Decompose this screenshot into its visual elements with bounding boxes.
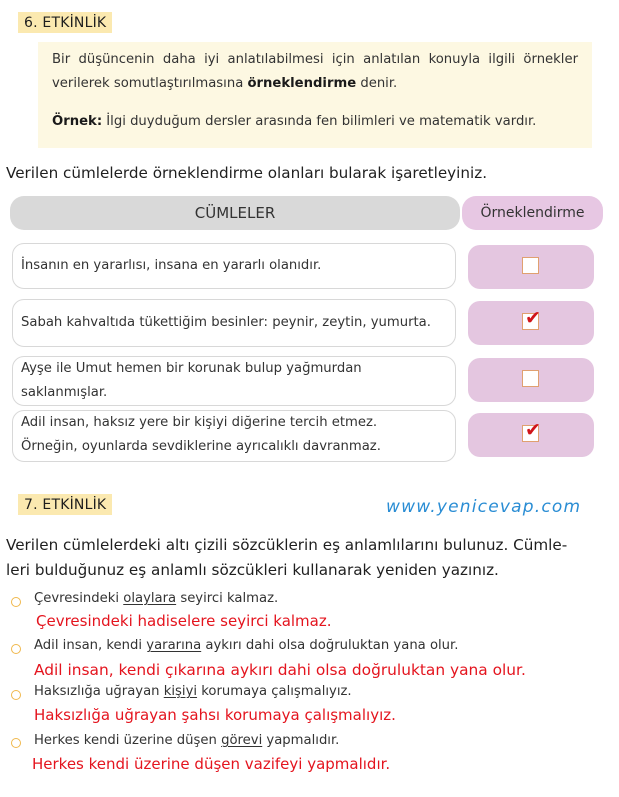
exercise-sentence: Adil insan, kendi yararına aykırı dahi olsa doğruluktan yana olur. (34, 638, 459, 653)
activity-6-tag: 6. ETKİNLİK (18, 12, 112, 33)
table-row (12, 410, 456, 462)
example-text: Örnek: İlgi duyduğum dersler arasında fen bilimleri ve matematik vardır. (52, 114, 537, 129)
underlined-word: yararına (146, 638, 202, 653)
sentence-text-line2: Örneğin, oyunlarda sevdiklerine ayrıcalıklı davranmaz. (21, 439, 381, 454)
table-row (12, 299, 456, 347)
activity-7-tag: 7. ETKİNLİK (18, 494, 112, 515)
sentence-text: Ayşe ile Umut hemen bir korunak bulup yağmurdan (21, 361, 362, 376)
bullet-icon (11, 738, 21, 748)
answer-text: Çevresindeki hadiselere seyirci kalmaz. (36, 612, 332, 630)
underlined-word: görevi (221, 733, 263, 748)
example-checkbox[interactable] (522, 307, 541, 330)
site-watermark: www.yenicevap.com (386, 497, 582, 517)
answer-cell (468, 413, 594, 457)
exercise-sentence: Haksızlığa uğrayan kişiyi korumaya çalışmalıyız. (34, 684, 352, 699)
exercise-sentence: Herkes kendi üzerine düşen görevi yapmalıdır. (34, 733, 340, 748)
underlined-word: olaylara (123, 591, 177, 606)
definition-text: Bir düşüncenin daha iyi anlatılabilmesi için anlatılan konuyla ilgili örnekler verilerek somutlaştırılmasına örneklendirme denir. (52, 52, 578, 91)
example-checkbox[interactable] (522, 370, 539, 387)
example-checkbox[interactable] (522, 419, 541, 442)
definition-term: örneklendirme (247, 76, 357, 91)
column-header-example: Örneklendirme (462, 196, 603, 230)
answer-text: Adil insan, kendi çıkarına aykırı dahi olsa doğruluktan yana olur. (34, 661, 526, 679)
sentence-text: Adil insan, haksız yere bir kişiyi diğerine tercih etmez. (21, 415, 378, 430)
definition-box (38, 42, 592, 148)
check-icon: ✔ (525, 307, 541, 329)
bullet-icon (11, 644, 21, 654)
table-row (12, 243, 456, 289)
exercise-sentence: Çevresindeki olaylara seyirci kalmaz. (34, 591, 279, 606)
answer-cell (468, 301, 594, 345)
answer-text: Herkes kendi üzerine düşen vazifeyi yapmalıdır. (32, 755, 391, 773)
bullet-icon (11, 690, 21, 700)
activity-6-question: Verilen cümlelerde örneklendirme olanları bularak işaretleyiniz. (6, 164, 488, 182)
sentence-text-line2: saklanmışlar. (21, 385, 108, 400)
table-row (12, 356, 456, 406)
sentence-text: Sabah kahvaltıda tükettiğim besinler: peynir, zeytin, yumurta. (21, 315, 431, 330)
underlined-word: kişiyi (163, 684, 198, 699)
bullet-icon (11, 597, 21, 607)
answer-cell (468, 245, 594, 289)
answer-cell (468, 358, 594, 402)
sentence-text: İnsanın en yararlısı, insana en yararlı olanıdır. (21, 258, 322, 273)
check-icon: ✔ (525, 419, 541, 441)
example-label: Örnek: (52, 114, 103, 129)
column-header-sentences: CÜMLELER (10, 196, 460, 230)
answer-text: Haksızlığa uğrayan şahsı korumaya çalışmalıyız. (34, 706, 396, 724)
example-checkbox[interactable] (522, 257, 539, 274)
activity-7-question: Verilen cümlelerdeki altı çizili sözcüklerin eş anlamlılarını bulunuz. Cümle- leri bulduğunuz eş anlamlı sözcükleri kullanarak yeniden yazınız. (6, 536, 568, 579)
